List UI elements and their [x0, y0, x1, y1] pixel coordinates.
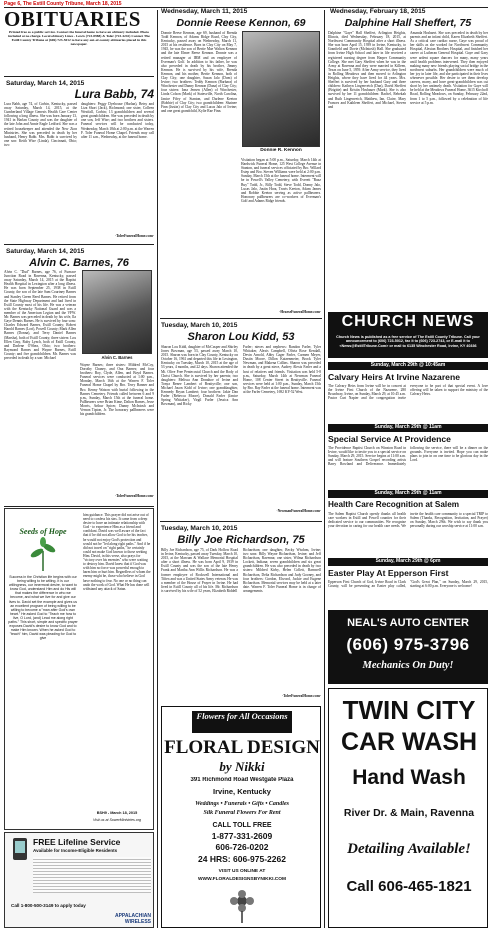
- obit-credit: -TolerFuneralHome.com-: [114, 234, 154, 238]
- church-news-title: CHURCH NEWS: [328, 312, 488, 334]
- divider: [4, 244, 154, 245]
- floral-city: Irvine, Kentucky: [213, 787, 271, 796]
- obit-text: Dalphine "Gaye" Hall Sheffert, Arlington Heights, Illinois, died Wednesday, February 18, 2015, at Northwest Community Hospital after a short illness. She was born April 15, 1939 in Irvine, Kentucky, to Granfield and Dovie (McIntosh) Hall. She graduated from Irvine High School and later in life received a registered nursing degree from Harper Community College. She met Gary Sheffert when he was in the Army at Ravenna and they were married in Killeen, Texas on June 5, 1959. After Army service, they lived in Rolling Meadows and then moved to Arlington Heights, where they have lived for 44 years. Mrs. Sheffert is survived by her husband Gary and three children: Kathryn Lingenvetch (Dan), David Sheffert (Brigitte) and Kristin Hoshauer (Mark). She is also survived by her 11 grandchildren: Rachel, Rebekah and Ruth Lingenvetch, Matthew, Ian, Claire, Mary Frances and Kathleen Sheffert, and Michael, Steven and: [328, 31, 406, 109]
- event-bar: Sunday, March 29th @ 10:45am: [328, 362, 488, 370]
- neals-name: NEAL'S AUTO CENTER: [347, 617, 469, 629]
- carwash-line-4: River Dr. & Main, Ravenna: [343, 807, 475, 819]
- lifeline-phone: Call 1-800-500-3149 to apply today: [11, 903, 86, 908]
- event-bar: Sunday, March 29th @ 11am: [328, 424, 488, 432]
- seeds-text: Success in the Christian life begins with our being willing to be willing. It is our willingness, our innermost desire, to want to know God, understand Him and do His will that makes the difference in who we become, and what we live for and give our lives to. David set the example and gives us an excellent program of being willing to be willing to become a "man after God's own heart." He asked God to "Teach me how to live, O Lord, (and) Lead me along right paths." This short, simple and specific prayer exposes David's desire to know God and to make Him known. When he asked God to "teach" him, David was pleading for God to give: [8, 575, 78, 641]
- obit-date: Saturday, March 14, 2015: [6, 80, 85, 87]
- column-divider: [157, 10, 158, 928]
- obit-credit: -TolerFuneralHome.com-: [281, 694, 321, 698]
- floral-phone-1: 1-877-331-2609: [211, 831, 273, 841]
- event-title: Special Service At Providence: [328, 434, 451, 444]
- event-text: Epperson First Church of God, Irvine Road in Clark County, will be presenting an Easter play called, "God's Great Plan," on Sunday, March 29, 2015, starting at 6:00 p.m. Everyone is welcome!: [328, 580, 488, 589]
- floral-services: Weddings • Funerals • Gifts • Candles: [195, 801, 289, 807]
- floral-design-ad: [161, 706, 321, 928]
- obit-text: Alvin C. "Dud" Barnes, age 76, of Furnace Junction Road in Ravenna, Kentucky, passed away Saturday, March 14, 2015 at the Baptist Health Hospital in Lexington after a long illness. He was born September 25, 1938 in Estill County, the son of the late Sam Courtney Barnes and Stanley Green Reed Barnes. He retired from the State Highway Department and had lived in Estill County most of his life. He was a veteran with the Kentucky National Guard and was a member of the American Legion and the VFW. Mr. Barnes was preceded in death by his wife, Ila Gaye Dennis Barnes. He is survived by four sons: Charles Edward Barnes, Estill County; Robert Harold Barnes (Lori), Powell County; Mark Allen Barnes (Donna), and Terry Daniel Barnes (Marsha), both of Estill County; three sisters: Lou Ellen Gray, Ruby Lynch, both of Estill County, and Darlene O'Shea, Ohio; two brothers: Raymond Barnes and Wayne Barnes, Estill County; and five grandchildren. Mr. Barnes was preceded in death by a son: Michael: [4, 270, 76, 360]
- neals-phone: (606) 975-3796: [346, 635, 470, 654]
- obit-text: Billy Joe Richardson, age 75, of Dark Hollow Road in Irvine, Kentucky, passed away Tuesday, March 10, 2015, at the Marcum & Wallace Memorial Hospital after a short illness. He was born April 9, 1939 in Estill County and was the son of the late Henry Frank and Martha Ann Willis Richardson. He was a former employee of Rockwell International and Tiftex and was a United States Army veteran. He was a member of the House of Prayer in Irvine. He had lived in Estill County all of his life. Mr. Richardson is survived by his wife of 52 years, Elizabeth Riddell: [161, 548, 238, 593]
- seeds-title: Seeds of Hope: [19, 527, 67, 536]
- floral-name: FLORAL DESIGN: [164, 737, 320, 758]
- obit-photo: [82, 270, 152, 354]
- seeds-reference: BSH9 - March 18, 2015: [96, 811, 138, 815]
- floral-address: 391 Richmond Road Westgate Plaza: [190, 777, 294, 783]
- floral-tollfree-label: CALL TOLL FREE: [212, 822, 272, 829]
- lifeline-subtitle: Available for Income-Eligible Residents: [33, 848, 118, 853]
- obit-text: Richardson; one daughter, Becky Wisdom, Irvine; two sons: Billy Wayne Richardson, Irvine; and Jeff Richardson, Ravenna; one sister, Wilma Richardson Lockett, Indiana; seven grandchildren and six great grandchildren. He was also preceded in death by two sisters: Mildred Kirby, Helen Collett, Barnwell Richardson, Delta Richardson and Judy Gooney, and four brothers: Gordon, Elwood, Jackie and Eugene Richardson. Memorial services may be held at a later date. Warren F. Toler Funeral Home is in charge of arrangements.: [243, 548, 321, 593]
- obit-photo: [242, 31, 320, 147]
- obit-text: daughters: Peggy Dyehouse (Harlan), Betsy and Liza Short (Jack), Richmond; one sister, Colleen Westfall, Corbin; 13 grandchildren and several great grandchildren. She was preceded in death by one son, Jeff Wise; and two brothers and sisters. Funeral services will be conducted today, Wednesday, March 18th at 2:00 p.m. at the Warren F. Toler Funeral Home Chapel. Friends may call after 11 a.m., Wednesday, at the funeral home.: [81, 102, 154, 139]
- obituaries-blurb: Printed free as a public service. Contact the funeral home to have an obituary included. Photo included at no charge. Local obituary Lines - Lewis (723-8988) & Toler (723-4242) Contact The Estill County Tribune at (606) 723-5012 to have any out-of-county obituaries placed in this newspaper.: [8, 30, 150, 47]
- event-text: The Providence Baptist Church on Winston Road in Irvine, would like to invite you to a special service on Sunday, March 29, 2015. Service begins at 11:00 a.m. and will feature Southern Gospel recording artists Barry Rowland and Deliverance. Immediately following the service, there will be a dinner on the grounds. Everyone is invited. Hope you can make plans to join in on one time to be glorious day in the Lord.: [328, 446, 488, 467]
- obit-credit: -TolerFuneralHome.com-: [114, 494, 154, 498]
- lifeline-fineprint: [33, 857, 151, 893]
- floral-phone-2: 606-726-0202: [215, 842, 269, 852]
- lifeline-brand: APPALACHIAN WIRELESS: [114, 913, 151, 925]
- obit-name: Billy Joe Richardson, 75: [177, 534, 305, 546]
- floral-web-label: VISIT US ONLINE AT: [218, 869, 266, 874]
- obit-name: Lura Babb, 74: [74, 88, 154, 100]
- obit-name: Alvin C. Barnes, 76: [29, 257, 129, 269]
- divider: [4, 506, 154, 507]
- floral-by: by Nikki: [219, 759, 265, 774]
- phone-icon: [11, 837, 29, 861]
- neals-tagline: Mechanics On Duty!: [362, 660, 454, 671]
- obit-name: Dalphine Hall Sheffert, 75: [344, 17, 472, 29]
- obit-text: Lura Babb, age 74, of Corbin, Kentucky, passed away Saturday, March 14, 2015, at the Cumberland Village Genesis Health Care Center following a long illness. She was born January 13, 1941 in Harlan County and was the daughter of the late John and Annie Engle Ledford. She was a retired housekeeper and attended the New Zion Ministries. She was preceded in death by her husband, Henry Babb. Mrs. Babb is survived by one son: Keith Wise (Linda), Cincinnati, Ohio; two: [4, 102, 77, 147]
- obit-date: Saturday, March 14, 2015: [6, 248, 85, 255]
- divider: [4, 76, 154, 77]
- divider: [160, 318, 322, 319]
- carwash-phone: Call 606-465-1821: [346, 878, 472, 895]
- event-title: Health Care Recognition at Salem: [328, 500, 460, 509]
- plant-icon: [28, 537, 58, 571]
- photo-caption: Donnie R. Kennon: [260, 148, 302, 153]
- obit-date: Wednesday, February 18, 2015: [330, 8, 426, 15]
- photo-caption: Alvin C. Barnes: [101, 355, 133, 360]
- obit-credit: -HearseFuneralHome.com-: [279, 310, 321, 314]
- obit-date: Tuesday, March 10, 2015: [161, 322, 238, 329]
- lifeline-ad: [4, 832, 154, 928]
- event-text: The Salem Baptist Church openly thanks all health care workers in Estill and Powell counties for their dedicated service to our communities. We recognize your devotion in caring for our health care needs. We invite the health care community to a special TRIP to Salem (Thanks, Recognition, Invitation, and Prayer) on Sunday, March 29th. We wish to say thank you personally during our worship service at 11:00 a.m.: [328, 512, 488, 529]
- flower-icon: [222, 889, 262, 923]
- event-bar: Sunday, March 29th @ 11am: [328, 490, 488, 498]
- obit-text: Visitation began at 5:00 p.m., Saturday, March 14th at Hardwick Funeral Home, 125 West College Avenue in Stanton, and funeral services officiated by Bro. Willard Estep and Bro. Steven Williams were held at 2:00 p.m. Sunday, March 15th at the funeral home. Interment will be in Powell's Valley Cemetery, with Everett "Buzz Buy" Todd, Jr., Billy Todd, Steve Todd, Donny Jalo, Lucas Jalo, Justin Hora, Travis Keeton, Adam James and Robbie Keeton serving as active pallbearers. Honorary pallbearers are co-workers of Everman's Golf and Adams Ridge friends.: [241, 158, 321, 203]
- carwash-line-2: CAR WASH: [340, 728, 478, 756]
- seeds-site: Visit us at SowerMinistries.org: [92, 818, 142, 822]
- floral-banner: Flowers for All Occasions: [192, 711, 292, 733]
- seeds-of-hope-box: [4, 508, 154, 830]
- seeds-text: him guidance. This prayer did not arise out of need to confess his sins. It came from a deep desire to have an intimate relationship with God - to experience Him as a friend and confidant. David was well aware of the fact that if he did not allow God to be his teacher, he would not enjoy God's protection and would not be "led along right paths." And if he did not travel on "right paths," he certainly could not make God known to those seeking Him. David, in this verse, also prays for "victory over his enemies" who were waiting to destroy him. David knew that if God was with him no force was powerful enough to harm him or hurt him. Regardless of whom the enemy might be, those who believe in God have nothing to fear. No one or no thing can undo the work of God. What He has done will withstand any attack of Satan.: [83, 513, 151, 591]
- car-wash-ad: [328, 688, 488, 928]
- event-bar: Sunday, March 29th @ 6pm: [328, 558, 488, 566]
- event-title: Calvary Heirs At Irvine Nazarene: [328, 372, 460, 382]
- carwash-line-5: Detailing Available!: [347, 841, 471, 857]
- lifeline-title: FREE Lifeline Service: [33, 837, 121, 847]
- obit-text: Amanda Hoshaert. She was preceded in death by her parents and an infant child, Karen Elizabeth Sheffert. As a critical care cardiac nurse, Gaye was proud of her skills as she worked for Northwest Community Hospital, Alexian Brothers Hospital, and finished her career at Lutheran General Hospital. Gaye and Gary were ardent square dancers for many, many years until health problems intervened. They then enjoyed making many new friends playing social bridge in the northwest suburbs. Her grandchildren were much of her joy in later life, and she participated in their lives whenever possible. Her desire to see them develop careers, marry, and have great-grandchildren was cut short by her untimely death. Visitation for Gaye will be held at the Meadows Funeral Home, 3615 Kirchoff Road, Rolling Meadows, on Sunday, February 22nd, from 1 to 5 p.m., followed by a celebration of life service at 5 p.m.: [410, 31, 488, 105]
- event-title: Easter Play At Epperson First: [328, 568, 449, 578]
- floral-services-2: Silk Funeral Flowers For Rent: [203, 810, 281, 816]
- neals-auto-ad: [328, 610, 488, 684]
- obit-text: Wayne Barnes; three sisters: Mildred McCoy, Dorothy Chaney, and Ona Barnes; and four brothers: Roy, Clyde, Allen, and Boyd Barnes. Funeral services were conducted at 1:00 p.m., Monday, March 16th at the Warren F. Toler Funeral Home Chapel by Bro. Terry Banner and Bro. Kenny Watson with burial following in the Barnes Cemetery. Friends called between 6 and 9 p.m., Sunday, March 15th at the funeral home. Pallbearers were Brian Kime, Dalton Barnes, Jesse Morris, Arthur Spicer, Danny McIntosh and Vernon Tipton, Jr. The honorary pallbearers were his grandchildren.: [80, 363, 154, 417]
- carwash-line-1: TWIN CITY: [342, 695, 476, 725]
- divider: [160, 521, 322, 522]
- obit-name: Sharon Lou Kidd, 53: [187, 331, 295, 343]
- floral-url[interactable]: WWW.FLORALDESIGNSBYNIKKI.COM: [198, 877, 286, 882]
- page-header: Page 6, The Estill County Tribune, March 18, 2015: [4, 0, 488, 8]
- section-title-obituaries: OBITUARIES: [4, 9, 141, 29]
- event-text: The Calvary Heirs from Irvine will be in concert at the Irvine First Church of the Nazarene, 280 Broadway, Irvine, on Sunday, March 29, at 10:45 a.m. Pastor Curt Napier and the congregation invite everyone to be part of that special event. A love offering will be taken to support the ministry of the Calvary Heirs.: [328, 384, 488, 401]
- obit-date: Wednesday, March 11, 2015: [161, 8, 248, 15]
- obit-credit: -NewmanFuneralHome.com-: [276, 509, 321, 513]
- obit-text: Farler; nieces and nephews: Randon Farler, Tyler Whitaker, Alexis Campbell, Olivia Rose Kendall, Devin Arnold, Abby Cager Farler, Carmen Meyer, Dustin Moore, Dillon Katzenmeier, Brock Tyler Newman, and Makena Collins. Sharon was preceded in death by a great niece, Audrey Alexis Farler and a host of relatives and friends. Visitation was held 5-8 p.m., Saturday, March 14th at Newman Funeral Home, 108 Center Street in Beattyville. Funeral services were held at 1:00 p.m., Sunday, March 15th by Bro. Ray Farler at the funeral home. Interment was at the Farler Cemetery, 1692 KY-52 West.: [243, 345, 321, 395]
- church-news-blurb: Church News is published as a free service of The Estill County Tribune. Call your announcement to (606) 723-5012, fax it to (606) 723-2743, or E-mail it to <News@EstillTribune.Com> or mail to 6135 Winchester Road, Irvine, KY 40336: [328, 334, 488, 358]
- obit-date: Tuesday, March 10, 2015: [161, 525, 238, 532]
- obit-name: Donnie Reese Kennon, 69: [176, 17, 306, 29]
- obit-text: Sharon Lou Kidd, daughter of McCasper and Shirley Jones Bowman, age 53, passed away March 10, 2015. Sharon was born in Clay County, Kentucky on October 16, 1961 and departed this life in Lexington, Kentucky on Tuesday, March 10, 2015 at the age of 53 years, 4 months, and 22 days. Sharon attended the Mt. Olive Free Pentecostal Church and the Body of Christ Church. She is survived by her parents; two daughters: Melissa Ann Donahoe of Irvine and Tonya Renee Lambert of Beattyville; one son, Michael Jason Kidd of Irvine; one granddaughter, Kennedy Bryan Lambert; four brothers: Jakie Dan Farler (Rebecca Moore), Donald Farler (Janice Spring Whitaker), Virgil Farler (Jessica Ann Bowman), and Ricky: [161, 345, 238, 407]
- column-divider: [324, 10, 325, 928]
- obit-text: Donnie Reese Kennon, age 69, husband of Brenda Todd Kennon, of Adams Ridge Road, Clay City, Kentucky, passed away on Wednesday, March 11, 2015 at his residence. Born in Clay City on May 7, 1945, he was the son of Bertie Mae Walton Kennon and the late Elmer Reese Kennon. Donnie was a retired manager at IBM and an employee of Everman's Golf. In addition to his father, he was also preceded in death by his brother, Jimmy Kennon. He is survived by his wife, Brenda Kennon, and his mother, Bertie Kennon, both of Clay City; one daughter, Susan Jalo (Dom) of Irvine; two brothers: Teddy Kennon (Barbara) of Winchester and Danny Kennon (Dana) of Clay City; four sisters: Iona Jensen (Allen) of Winchester, Linda Colson (Mark) of Statesville, North Carolina, Janice Fifey of Stanton, and Darlene Keeton (Robbie) of Clay City; two grandchildren: Shainee Finn (Justin) of Clay City and Lucas Jalo of Irvine; and one great grandchild, Kylie Rae Finn.: [161, 31, 237, 113]
- carwash-line-3: Hand Wash: [352, 766, 466, 789]
- floral-hours: 24 HRS: 606-975-2262: [198, 854, 286, 864]
